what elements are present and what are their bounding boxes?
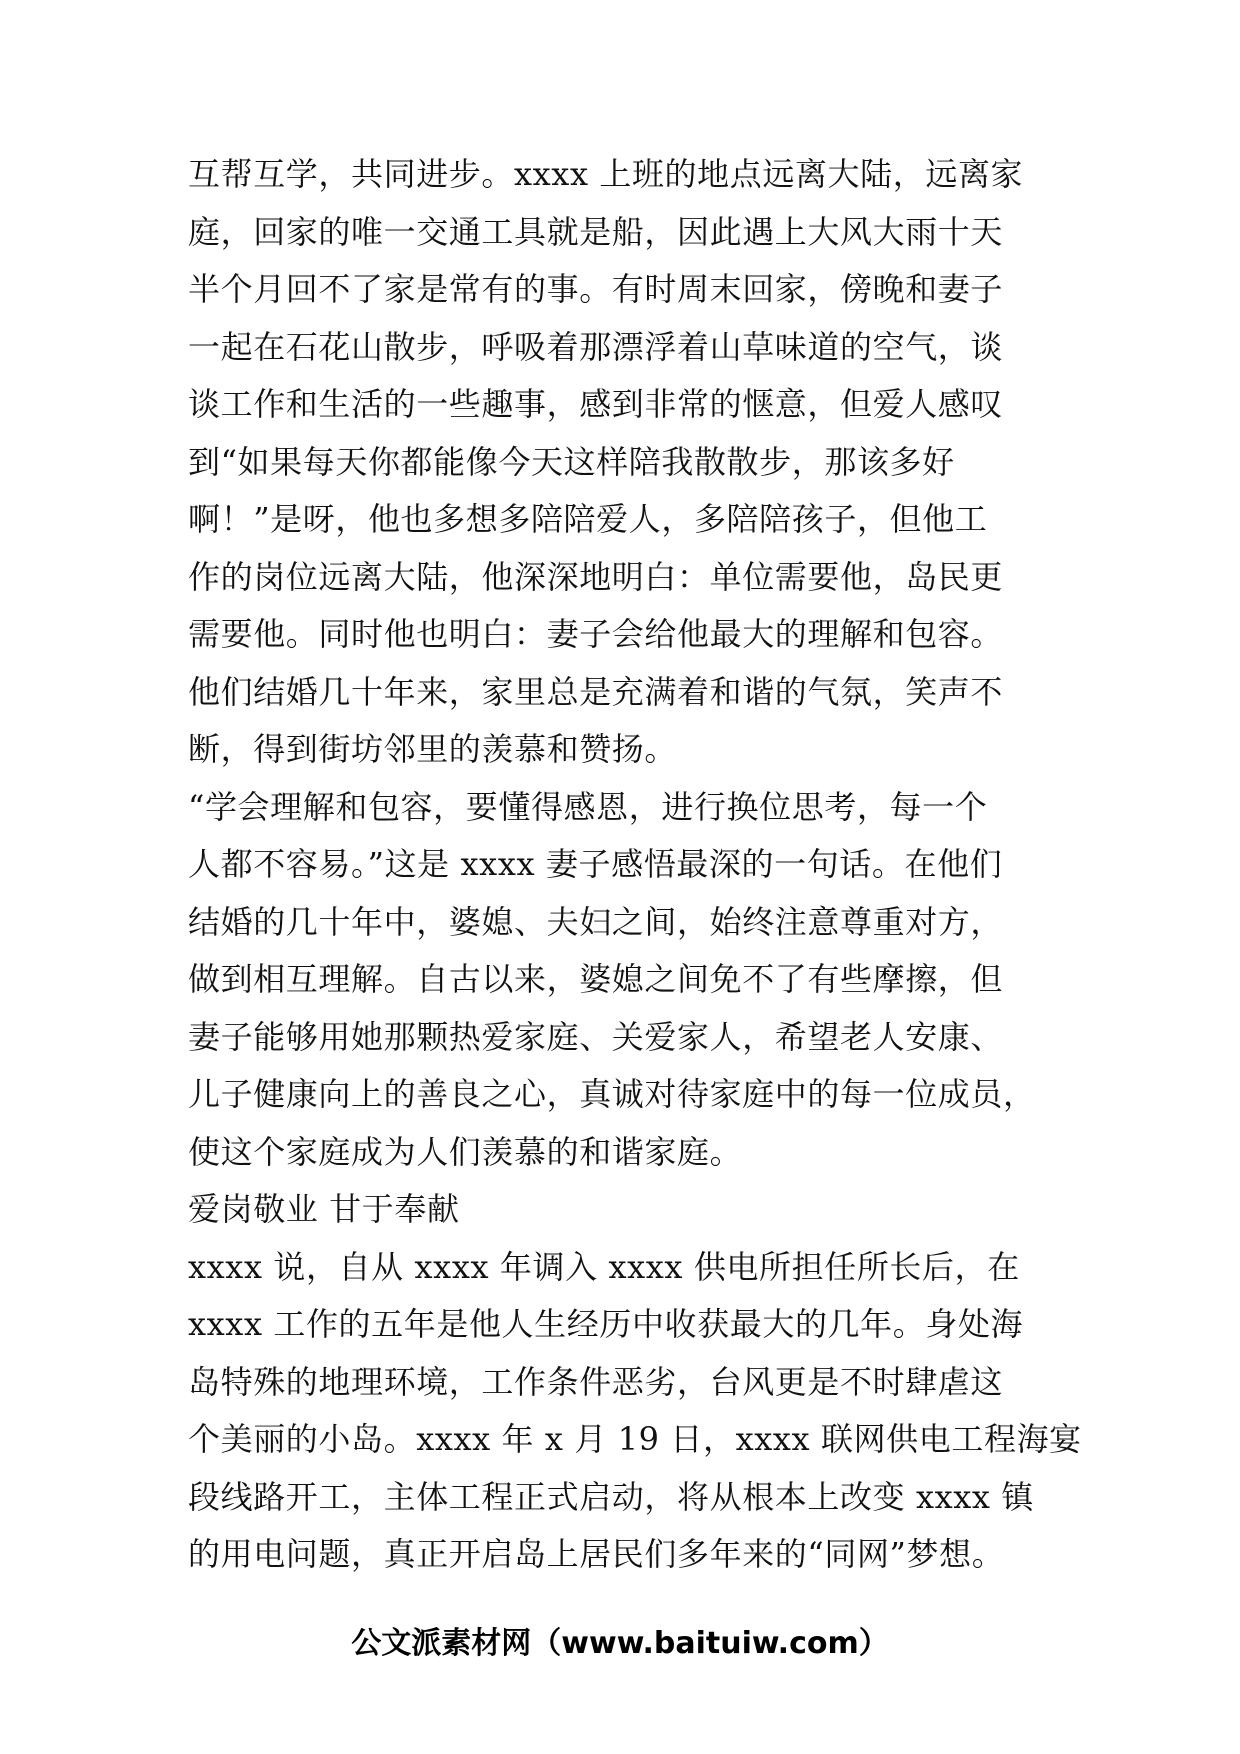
text-line: 半个月回不了家是常有的事。有时周末回家，傍晚和妻子 [188,270,1004,308]
text-line: 啊！”是呀，他也多想多陪陪爱人，多陪陪孩子，但他工 [188,500,988,538]
text-line: 作的岗位远离大陆，他深深地明白：单位需要他，岛民更 [188,557,1004,596]
text-line: xxxx 工作的五年是他人生经历中收获最大的几年。身处海 [188,1305,1024,1343]
text-line: 妻子能够用她那颗热爱家庭、关爱家人，希望老人安康、 [188,1017,1004,1056]
text-line: xxxx 说，自从 xxxx 年调入 xxxx 供电所担任所长后，在 [188,1247,1020,1286]
text-line: 庭，回家的唯一交通工具就是船，因此遇上大风大雨十天 [188,212,1004,251]
document-body [188,146,1082,1584]
text-line: 需要他。同时他也明白：妻子会给他最大的理解和包容。 [188,615,1004,653]
text-line: 岛特殊的地理环境，工作条件恶劣，台风更是不时肆虐这 [188,1362,1004,1401]
text-line: 使这个家庭成为人们羡慕的和谐家庭。 [188,1132,743,1171]
text-line: 断，得到街坊邻里的羡慕和赞扬。 [188,730,678,768]
text-line: 的用电问题，真正开启岛上居民们多年来的“同网”梦想。 [188,1535,1005,1573]
text-line: 段线路开工，主体工程正式启动，将从根本上改变 xxxx 镇 [188,1477,1034,1516]
text-line: 互帮互学，共同进步。xxxx 上班的地点远离大陆，远离家 [188,155,1024,193]
text-line: 结婚的几十年中，婆媳、夫妇之间，始终注意尊重对方， [188,902,1004,941]
section-heading: 爱岗敬业 甘于奉献 [188,1190,460,1228]
text-line: 到“如果每天你都能像今天这样陪我散散步，那该多好 [188,442,955,481]
text-line: 谈工作和生活的一些趣事，感到非常的惬意，但爱人感叹 [188,385,1004,423]
text-line: 做到相互理解。自古以来，婆媳之间免不了有些摩擦，但 [188,960,1004,998]
text-line: 一起在石花山散步，呼吸着那漂浮着山草味道的空气，谈 [188,327,1004,366]
text-line: 人都不容易。”这是 xxxx 妻子感悟最深的一句话。在他们 [188,845,1003,883]
text-line: “学会理解和包容，要懂得感恩，进行换位思考，每一个 [188,787,988,826]
text-line: 他们结婚几十年来，家里总是充满着和谐的气氛，笑声不 [188,672,1004,711]
page-footer: 公文派素材网（www.baituiw.com） [351,1626,889,1661]
text-line: 个美丽的小岛。xxxx 年 x 月 19 日，xxxx 联网供电工程海宴 [188,1420,1082,1458]
text-line: 儿子健康向上的善良之心，真诚对待家庭中的每一位成员， [188,1075,1036,1113]
